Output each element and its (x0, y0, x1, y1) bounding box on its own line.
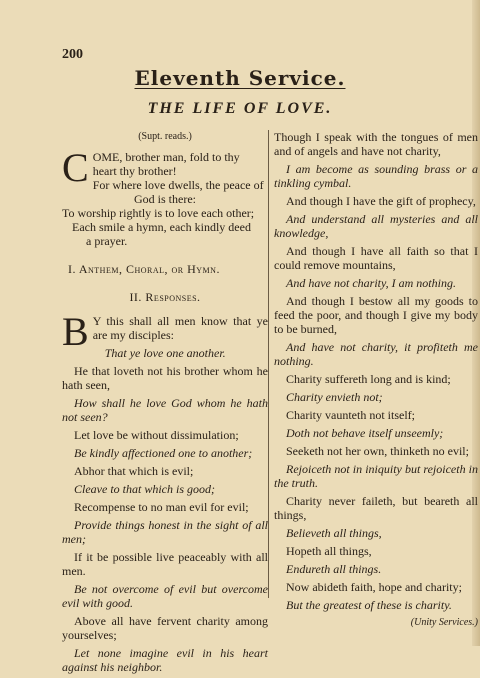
response-line: Provide things honest in the sight of all men; (62, 518, 268, 546)
response-line: Recompense to no man evil for evil; (74, 500, 249, 514)
response-line: Let none imagine evil in his heart against his neighbor. (62, 646, 268, 674)
verse-line: Each smile a hymn, each kindly deed (72, 220, 251, 234)
verse-line: To worship rightly is to love each other; (62, 206, 255, 220)
response-line: Cleave to that which is good; (74, 482, 215, 496)
verse-line: For where love dwells, the peace of (92, 178, 264, 192)
response-line: He that loveth not his brother whom he hath seen, (62, 364, 268, 392)
right-column (274, 130, 478, 630)
response-line: Charity never faileth, but beareth all things, (274, 494, 478, 522)
response-line: Hopeth all things, (286, 544, 372, 558)
response-line: Abhor that which is evil; (74, 464, 194, 478)
page-number: 200 (62, 47, 83, 62)
left-column (62, 130, 268, 678)
response-line: Charity suffereth long and is kind; (286, 372, 451, 386)
response-line: Though I speak with the tongues of men and of angels and have not charity, (274, 130, 478, 158)
response-line: And have not charity, it profiteth me nothing. (274, 340, 478, 368)
response-line: And understand all mysteries and all knowledge, (274, 212, 478, 240)
response-line: Be not overcome of evil but overcome evil with good. (62, 582, 268, 610)
verse-line: heart thy brother! (92, 164, 177, 178)
section-heading: I. Anthem, Choral, or Hymn. (68, 262, 220, 276)
dropcap-b: B (62, 309, 89, 354)
response-line: Charity vaunteth not itself; (286, 408, 415, 422)
response-line: Endureth all things. (286, 562, 382, 576)
response-line: That ye love one another. (104, 346, 226, 360)
response-line: Y this shall all men know that ye are my disciples: (92, 314, 268, 342)
verse-line: OME, brother man, fold to thy (92, 150, 240, 164)
left-responses (62, 309, 268, 674)
column-divider (268, 130, 269, 598)
right-responses (274, 130, 478, 612)
response-line: And though I have the gift of prophecy, (286, 194, 476, 208)
verse-line: a prayer. (86, 234, 128, 248)
response-line: If it be possible live peaceably with all men. (62, 550, 268, 578)
service-title: Eleventh Service. (134, 66, 346, 90)
response-line: Be kindly affectioned one to another; (74, 446, 253, 460)
verse-line: God is there: (134, 192, 196, 206)
sub-title: THE LIFE OF LOVE. (147, 100, 333, 117)
source-attribution: (Unity Services.) (410, 617, 478, 628)
section-heading: II. Responses. (129, 290, 201, 304)
response-line: And though I have all faith so that I could remove mountains, (274, 244, 478, 272)
response-line: And have not charity, I am nothing. (286, 276, 456, 290)
response-line: Believeth all things, (286, 526, 382, 540)
response-line: And though I bestow all my goods to feed the poor, and though I give my body to be burned, (274, 294, 478, 336)
response-line: Rejoiceth not in iniquity but rejoiceth in the truth. (274, 462, 478, 490)
response-line: Seeketh not her own, thinketh no evil; (286, 444, 469, 458)
response-line: Doth not behave itself unseemly; (286, 426, 444, 440)
opening-verse (62, 145, 268, 248)
response-line: I am become as sounding brass or a tinkling cymbal. (274, 162, 478, 190)
dropcap-c: C (62, 145, 89, 190)
response-line: Charity envieth not; (286, 390, 383, 404)
supt-reads: (Supt. reads.) (138, 131, 192, 142)
response-line: How shall he love God whom he hath not seen? (62, 396, 268, 424)
response-line: But the greatest of these is charity. (286, 598, 452, 612)
response-line: Above all have fervent charity among yourselves; (62, 614, 268, 642)
response-line: Now abideth faith, hope and charity; (286, 580, 462, 594)
response-line: Let love be without dissimulation; (74, 428, 239, 442)
